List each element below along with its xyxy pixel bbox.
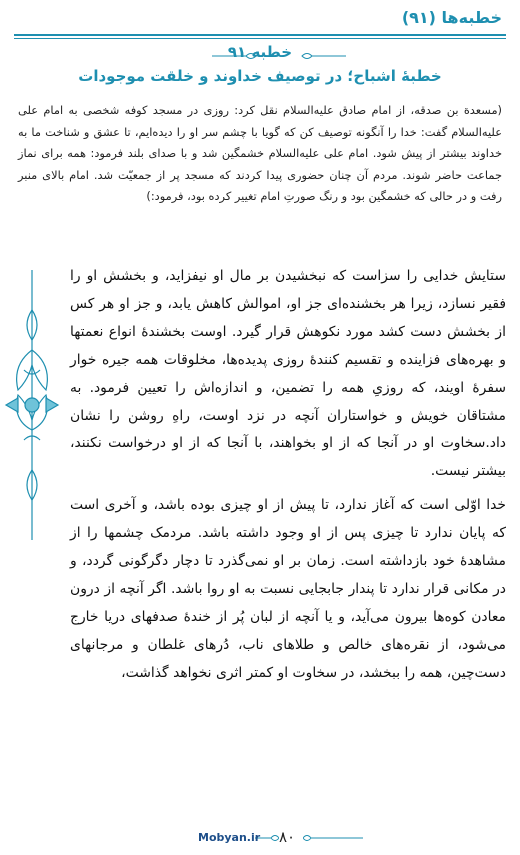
sermon-number: خطبه ۹۱: [227, 43, 293, 61]
running-title: خطبه‌ها (۹۱): [401, 8, 502, 27]
body-paragraph-1: ستایش خدایی را سزاست که نبخشیدن بر مال او نیفزاید، و بخشش او را فقیر نسازد، زیرا هر بخشنده‌ای جز او، اموالش کاهش یابد، و جز او هر کس از بخشش دست کشد مورد نکوهش قرار گیرد. اوست بخشندهٔ انواع نعمتها و بهره‌های فزاینده و تقسیم کنندهٔ روزی پدیده‌ها، مخلوقات همه جیره خوار سفرهٔ اویند، که روزیِ همه را تضمین، و اندازه‌اش را تعیین فرمود. به مشتاقان خویش و خواستاران آنچه در نزد اوست، راهِ روشن را نشان داد.سخاوت او در آنجا که از او بخواهند، با آنجا که از او درخواست نکنند، بیشتر نیست.: [70, 268, 506, 480]
sermon-body: [70, 263, 506, 688]
page-footer: [0, 826, 520, 850]
sermon-subtitle: خطبهٔ اشباح؛ در توصیف خداوند و خلقت موجودات: [78, 67, 442, 85]
body-paragraph-2: خدا اوّلی است که آغاز ندارد، تا پیش از او چیزی بوده باشد، و آخری است که پایان ندارد تا چیزی پس از او وجود داشته باشد. مردمک چشمها را از مشاهدهٔ خود بازداشته است. زمان بر او نمی‌گذرد تا دچار دگرگونی گردد، و در مکانی قرار ندارد تا پندار جابجایی نسبت به او روا باشد. اگر آنچه از درون معادن کوه‌ها بیرون می‌آید، و یا آنچه از لبان پُر از خندهٔ صدفهای دریا خارج می‌شود، از نقره‌های خالص و طلاهای ناب، دُرهای غلطان و مرجانهای دست‌چین، همه را ببخشد، در سخاوت او کمتر اثری نخواهد گذاشت،: [70, 497, 506, 681]
page-number: ۸۰: [279, 828, 296, 846]
intro-paragraph: (مسعدة بن صدقه، از امام صادق علیه‌السلام نقل کرد: روزی در مسجد کوفه شخصی به امام علی علیه‌السلام گفت: خدا را آنگونه توصیف کن که گویا با چشم سر او را دیده‌ایم، تا عشق و شناخت ما به خداوند بیشتر از پیش شود. امام علی علیه‌السلام خشمگین شد و با صدای بلند فرمود: همه برای نماز جماعت حاضر شوند. مردم آن چنان حضوری پیدا کردند که مسجد پر از جمعیّت شد. امام بالای منبر رفت و در حالی که خشمگین بود و رنگ صورتِ امام تغییر کرده بود، فرمود:): [18, 103, 502, 204]
site-brand: Mobyan.ir: [198, 831, 261, 844]
title-ornament-right: [300, 51, 346, 61]
footer-ornament-right-icon: [303, 832, 363, 844]
header-rule: [14, 34, 506, 36]
side-ornament-icon: [4, 270, 60, 540]
header-rule-thin: [14, 38, 506, 39]
